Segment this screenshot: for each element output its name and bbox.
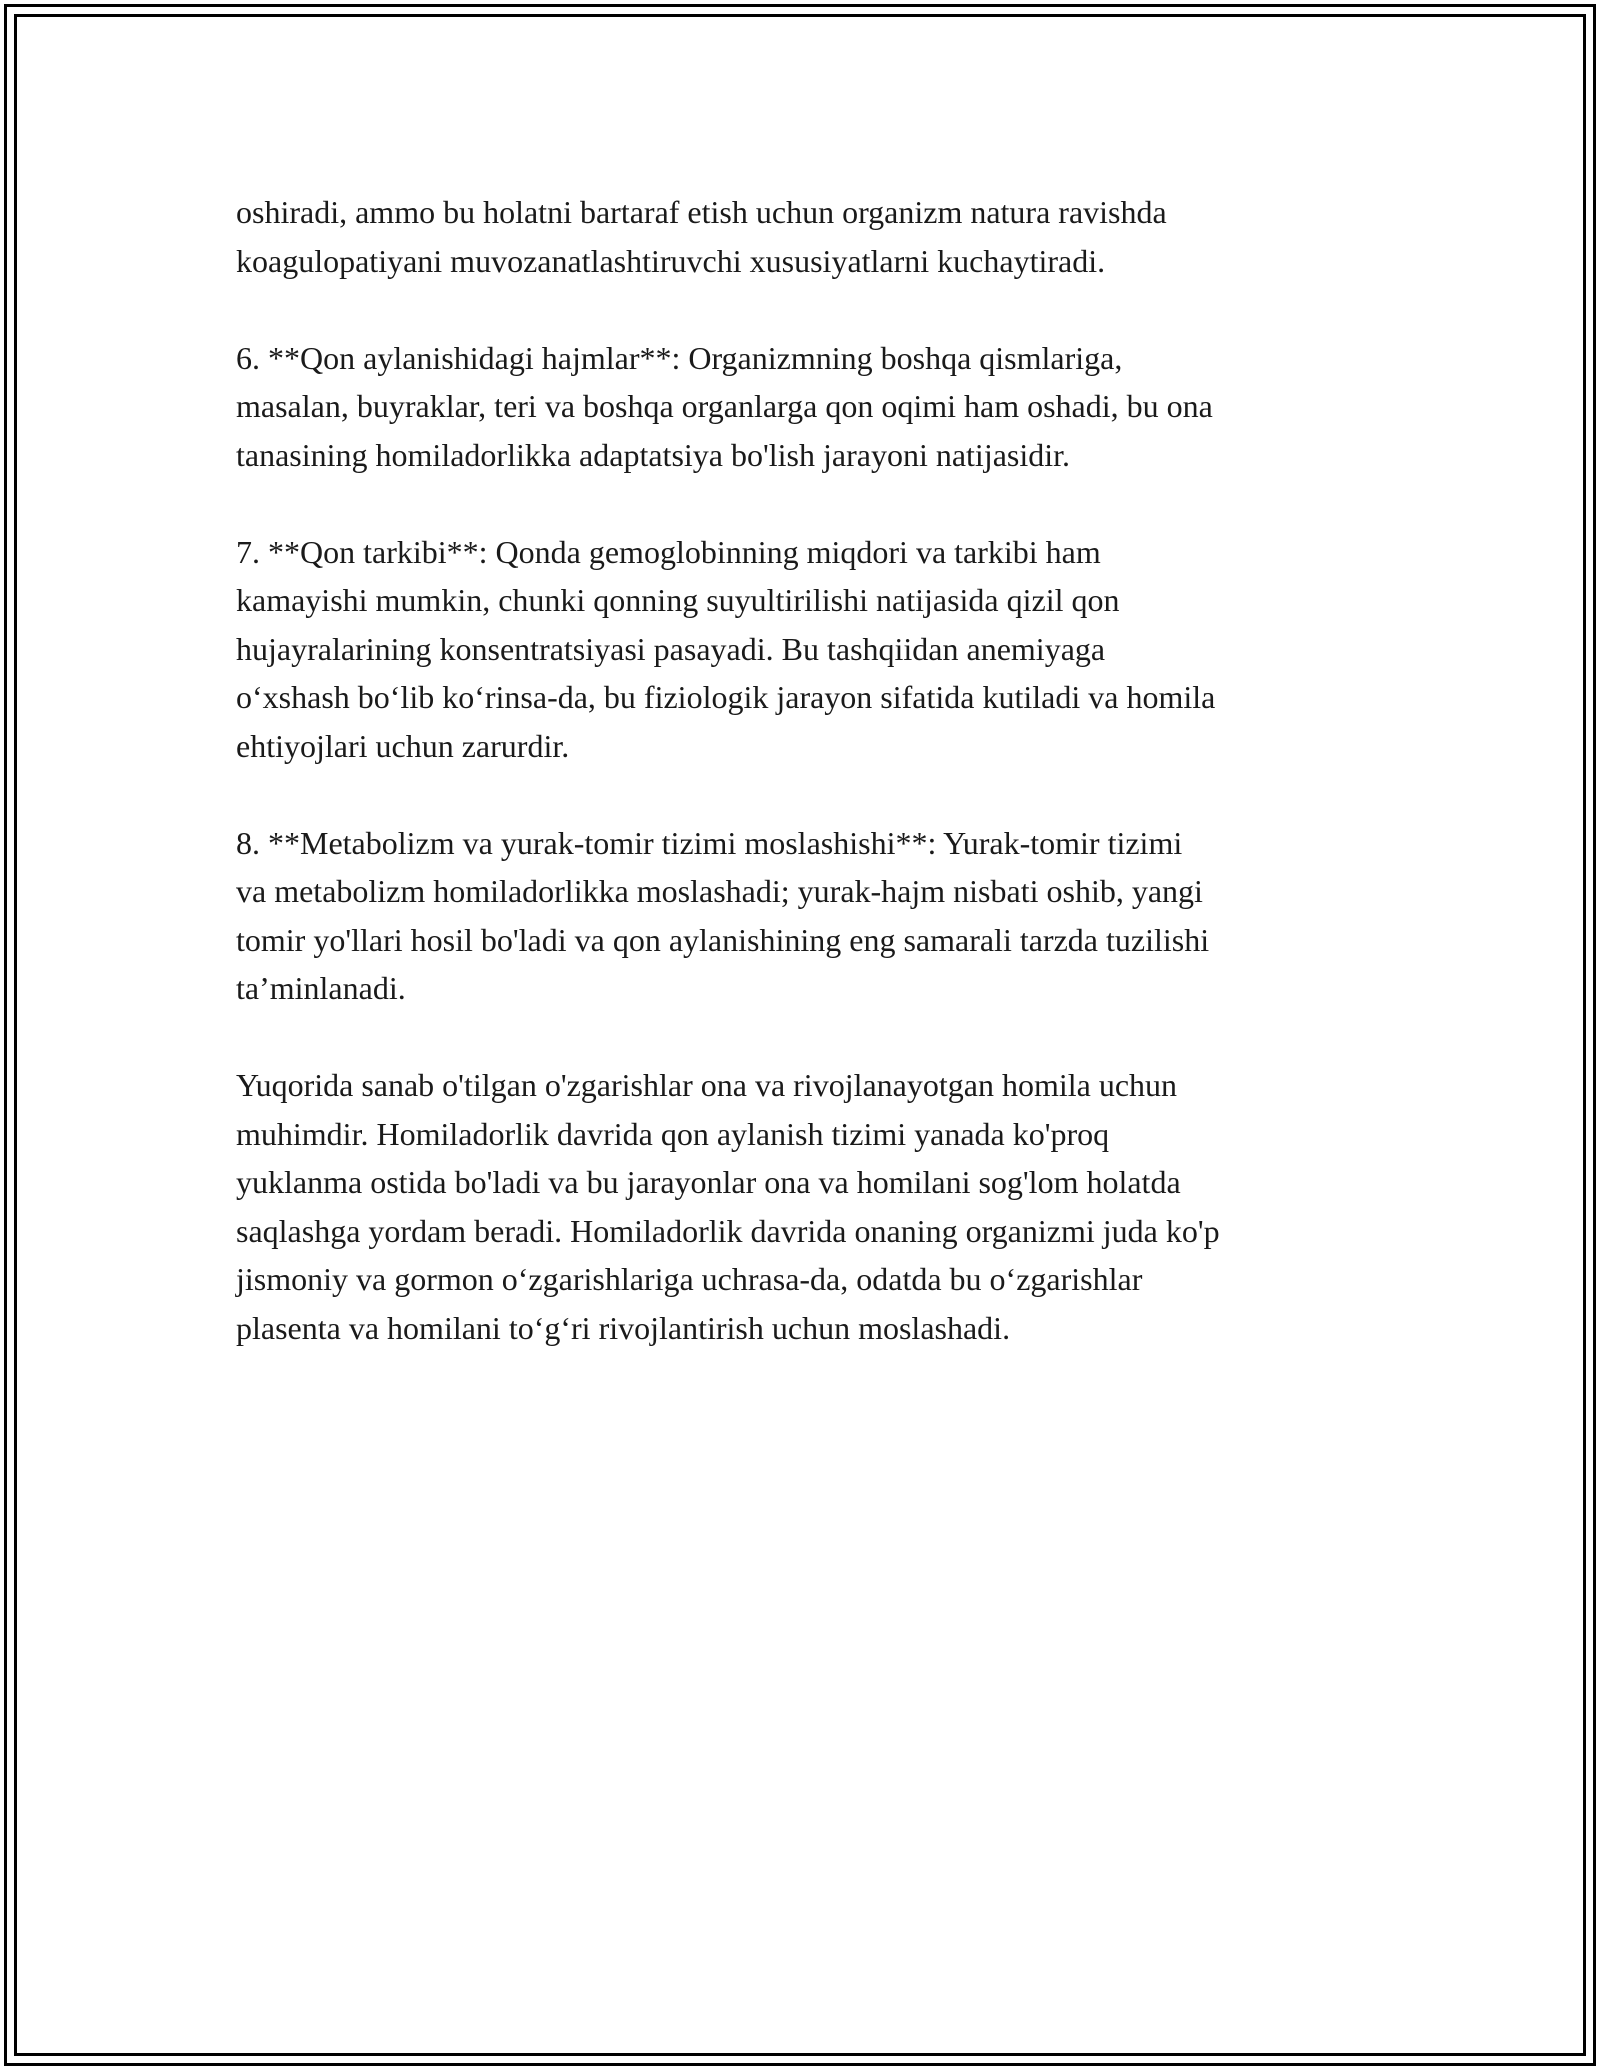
text-line: ta’minlanadi. <box>236 970 406 1006</box>
paragraph <box>236 188 1376 285</box>
paragraph <box>236 334 1376 480</box>
text-line: plasenta va homilani to‘g‘ri rivojlantirish uchun moslashadi. <box>236 1309 1011 1346</box>
text-line: 7. **Qon tarkibi**: Qonda gemoglobinning miqdori va tarkibi ham <box>236 533 1101 570</box>
paragraph <box>236 819 1376 1013</box>
text-line: kamayishi mumkin, chunki qonning suyultirilishi natijasida qizil qon <box>236 582 1120 618</box>
text-line: va metabolizm homiladorlikka moslashadi; yurak-hajm nisbati oshib, yangi <box>236 873 1203 909</box>
paragraph <box>236 528 1376 771</box>
text-line: 8. **Metabolizm va yurak-tomir tizimi moslashishi**: Yurak-tomir tizimi <box>236 824 1183 861</box>
text-line: koagulopatiyani muvozanatlashtiruvchi xususiyatlarni kuchaytiradi. <box>236 242 1106 279</box>
text-line: ehtiyojlari uchun zarurdir. <box>236 727 570 764</box>
text-line: muhimdir. Homiladorlik davrida qon aylanish tizimi yanada ko'proq <box>236 1115 1110 1152</box>
text-line: oshiradi, ammo bu holatni bartaraf etish uchun organizm natura ravishda <box>236 194 1167 230</box>
paragraph-list <box>236 188 1376 1352</box>
text-line: o‘xshash bo‘lib ko‘rinsa-da, bu fiziologik jarayon sifatida kutiladi va homila <box>236 679 1216 715</box>
text-line: Yuqorida sanab o'tilgan o'zgarishlar ona va rivojlanayotgan homila uchun <box>236 1067 1178 1103</box>
document-body <box>236 188 1376 1401</box>
text-line: masalan, buyraklar, teri va boshqa organlarga qon oqimi ham oshadi, bu ona <box>236 388 1213 424</box>
text-line: saqlashga yordam beradi. Homiladorlik davrida onaning organizmi juda ko'p <box>236 1212 1220 1249</box>
text-line: yuklanma ostida bo'ladi va bu jarayonlar ona va homilani sog'lom holatda <box>236 1164 1181 1200</box>
text-line: tomir yo'llari hosil bo'ladi va qon aylanishining eng samarali tarzda tuzilishi <box>236 921 1210 958</box>
text-line: tanasining homiladorlikka adaptatsiya bo'lish jarayoni natijasidir. <box>236 436 1071 473</box>
text-line: 6. **Qon aylanishidagi hajmlar**: Organizmning boshqa qismlariga, <box>236 339 1123 376</box>
text-line: jismoniy va gormon o‘zgarishlariga uchrasa-da, odatda bu o‘zgarishlar <box>236 1261 1143 1297</box>
text-line: hujayralarining konsentratsiyasi pasayadi. Bu tashqiidan anemiyaga <box>236 630 1106 667</box>
paragraph <box>236 1061 1376 1352</box>
